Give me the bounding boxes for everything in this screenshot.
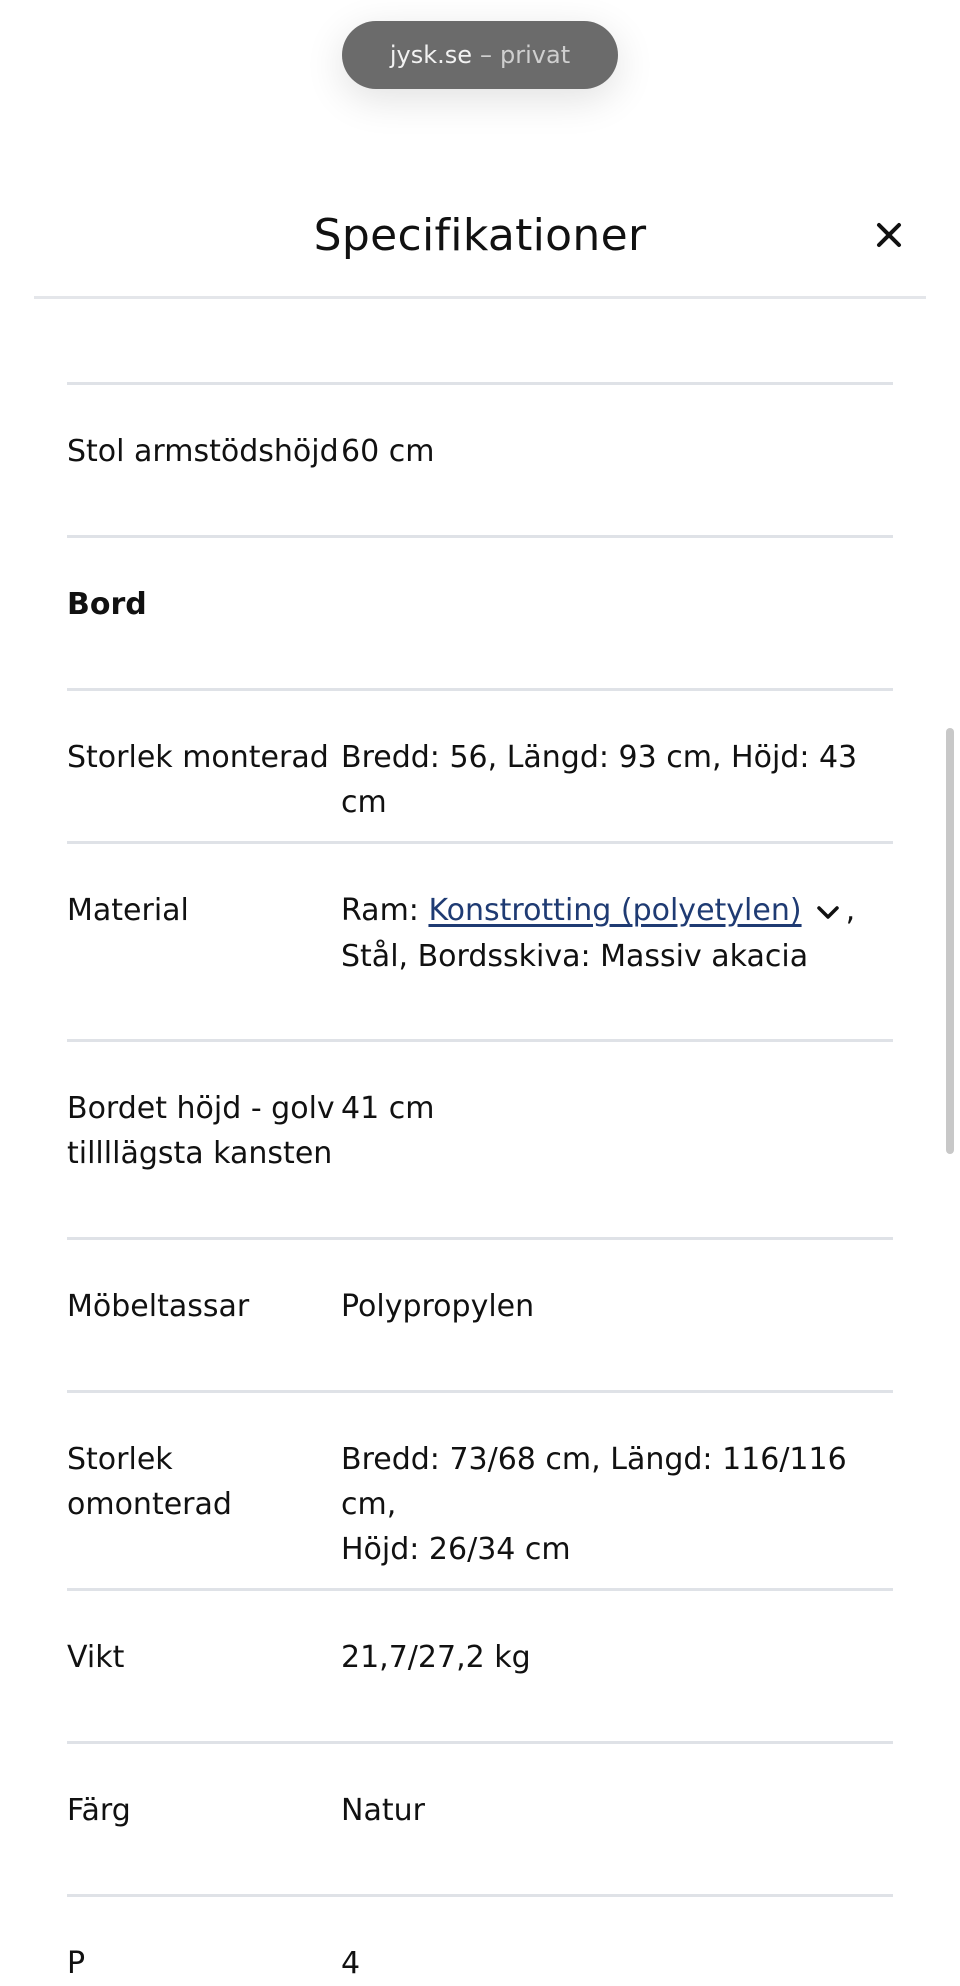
spec-value-line2: Höjd: 26/34 cm [341,1532,571,1567]
spec-label: Möbeltassar [67,1289,250,1324]
spec-value: Natur [341,1793,425,1828]
spec-row-size-assembled [67,688,893,841]
spec-list [67,382,893,1981]
spec-row-material [67,841,893,1039]
spec-row-packages [67,1894,893,1981]
spec-value-line1: Bredd: 73/68 cm, Längd: 116/116 cm, [341,1442,847,1522]
spec-label [67,1086,341,1176]
spec-row-color [67,1741,893,1894]
spec-value: 60 cm [341,434,435,469]
spec-value: Bredd: 56, Längd: 93 cm, Höjd: 43 cm [341,740,858,820]
spec-row-table-height [67,1039,893,1237]
spec-row-armrest-height [67,382,893,535]
material-line2: Stål, Bordsskiva: Massiv akacia [341,939,809,974]
spec-label: Stol armstödshöjd [67,434,339,469]
spec-label-line1: Bordet höjd - golv [67,1091,335,1126]
page-title: Specifikationer [313,210,647,261]
spec-label: Vikt [67,1640,125,1675]
close-button[interactable] [868,214,910,256]
url-domain: jysk.se [389,41,473,69]
spec-row-feet [67,1237,893,1390]
browsing-mode: privat [500,41,571,69]
spec-label-line2: tillllägsta kansten [67,1136,333,1171]
close-icon [868,214,910,256]
spec-value: 41 cm [341,1091,435,1126]
spec-label: Storlek monterad [67,740,329,775]
modal-header [0,200,960,272]
spec-label: P [67,1946,86,1981]
spec-section-table [67,535,893,688]
spec-label: Storlek omonterad [67,1442,232,1522]
chevron-down-icon[interactable] [816,889,840,934]
url-bar[interactable] [342,21,618,89]
material-prefix: Ram: [341,893,419,928]
url-separator: – [480,41,493,69]
material-link[interactable]: Konstrotting (polyetylen) [428,893,802,928]
spec-value [341,1437,893,1572]
spec-value: 21,7/27,2 kg [341,1640,531,1675]
scrollbar[interactable] [946,728,954,1154]
spec-row-weight [67,1588,893,1741]
spec-row-size-unassembled [67,1390,893,1588]
header-divider [34,296,926,299]
spec-value: 4 [341,1946,361,1981]
spec-label: Färg [67,1793,131,1828]
material-suffix: , [845,893,856,928]
spec-label: Material [67,893,189,928]
spec-value: Polypropylen [341,1289,535,1324]
section-heading: Bord [67,587,147,622]
spec-value [341,888,893,979]
